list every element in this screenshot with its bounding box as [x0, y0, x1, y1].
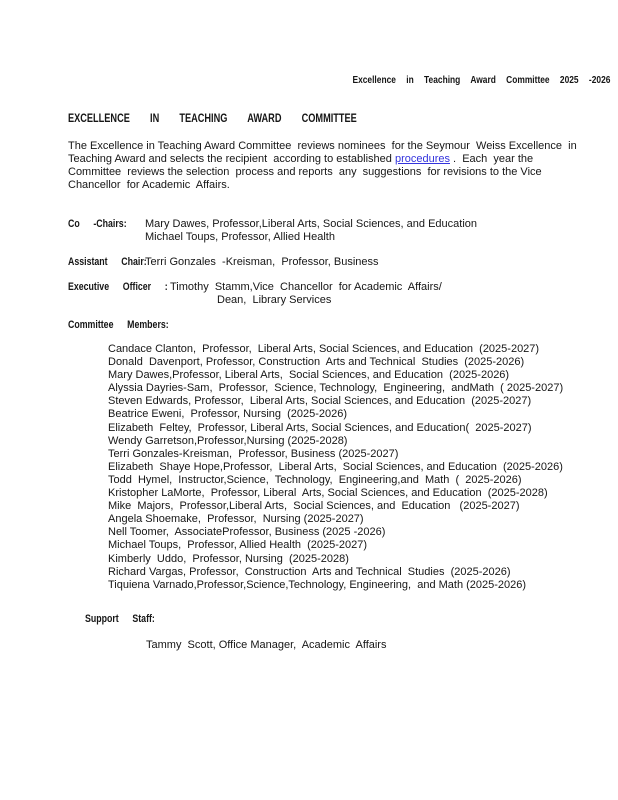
member-row: Todd Hymel, Instructor,Science, Technology, Engineering,and Math ( 2025-2026) — [108, 473, 522, 486]
assistant-chair-value: Terri Gonzales -Kreisman, Professor, Business — [145, 256, 379, 268]
member-row: Steven Edwards, Professor, Liberal Arts, Social Sciences, and Education (2025-2027) — [108, 395, 532, 408]
member-row: Kristopher LaMorte, Professor, Liberal Arts, Social Sciences, and Education (2025-2028) — [108, 487, 548, 500]
co-chairs-value — [145, 218, 477, 244]
executive-officer-label-cell — [68, 281, 170, 307]
executive-officer-line-1: Timothy Stamm,Vice Chancellor for Academic Affairs/ — [170, 281, 442, 293]
member-row: Alyssia Dayries-Sam, Professor, Science, Technology, Engineering, andMath ( 2025-2027) — [108, 382, 564, 395]
header-text: Excellence in Teaching Award Committee 2025 -2026 — [352, 74, 610, 86]
page-title — [68, 113, 610, 125]
member-row: Donald Davenport, Professor, Construction Arts and Technical Studies (2025-2026) — [108, 356, 525, 369]
intro-line-2-after: . Each year the — [450, 153, 534, 165]
support-staff-heading — [85, 613, 610, 626]
member-row: Mary Dawes,Professor, Liberal Arts, Social Sciences, and Education (2025-2026) — [108, 369, 510, 382]
committee-members-label: Committee Members: — [68, 319, 169, 331]
document-header-line — [68, 75, 610, 86]
support-staff-label: Support Staff: — [85, 612, 155, 625]
executive-officer-value — [170, 281, 442, 307]
assistant-chair-row — [68, 256, 610, 269]
co-chair-1: Mary Dawes, Professor,Liberal Arts, Social Sciences, and Education — [145, 218, 477, 230]
intro-paragraph — [68, 140, 610, 192]
member-row: Richard Vargas, Professor, Construction Arts and Technical Studies (2025-2026) — [108, 565, 511, 578]
executive-officer-row — [68, 281, 610, 307]
co-chairs-label-cell — [68, 218, 145, 244]
co-chairs-label: Co -Chairs: — [68, 218, 127, 230]
committee-members-list — [108, 343, 610, 592]
member-row: Beatrice Eweni, Professor, Nursing (2025-2026) — [108, 408, 348, 421]
executive-officer-line-2: Dean, Library Services — [217, 294, 332, 306]
member-row: Angela Shoemake, Professor, Nursing (2025-2027) — [108, 513, 364, 526]
executive-officer-label: Executive Officer : — [68, 281, 168, 293]
assistant-chair-label: Assistant Chair: — [68, 256, 147, 268]
member-row: Wendy Garretson,Professor,Nursing (2025-2028) — [108, 434, 348, 447]
intro-line-4: Chancellor for Academic Affairs. — [68, 179, 230, 191]
member-row: Michael Toups, Professor, Allied Health (2025-2027) — [108, 539, 368, 552]
co-chairs-row — [68, 218, 610, 244]
intro-line-2 — [68, 153, 610, 166]
intro-line-2-before: Teaching Award and selects the recipient according to established — [68, 153, 395, 165]
member-row: Mike Majors, Professor,Liberal Arts, Social Sciences, and Education (2025-2027) — [108, 500, 520, 513]
assistant-chair-label-cell — [68, 256, 145, 269]
procedures-link[interactable]: procedures — [394, 153, 450, 165]
support-staff-value: Tammy Scott, Office Manager, Academic Affairs — [146, 638, 387, 651]
member-row: Tiquiena Varnado,Professor,Science,Technology, Engineering, and Math (2025-2026) — [108, 578, 527, 591]
intro-line-3: Committee reviews the selection process and reports any suggestions for revisions to the Vice — [68, 166, 542, 178]
page-title-text: EXCELLENCE IN TEACHING AWARD COMMITTEE — [68, 113, 357, 125]
intro-line-1: The Excellence in Teaching Award Committee reviews nominees for the Seymour Weiss Excellence in — [68, 140, 577, 152]
member-row: Elizabeth Shaye Hope,Professor, Liberal Arts, Social Sciences, and Education (2025-2026) — [108, 460, 563, 473]
co-chair-2: Michael Toups, Professor, Allied Health — [145, 231, 335, 243]
member-row: Terri Gonzales-Kreisman, Professor, Business (2025-2027) — [108, 447, 399, 460]
member-row: Nell Toomer, AssociateProfessor, Business (2025 -2026) — [108, 526, 386, 539]
member-row: Kimberly Uddo, Professor, Nursing (2025-2028) — [108, 552, 349, 565]
member-row: Elizabeth Feltey, Professor, Liberal Arts, Social Sciences, and Education( 2025-2027) — [108, 421, 532, 434]
member-row: Candace Clanton, Professor, Liberal Arts, Social Sciences, and Education (2025-2027) — [108, 343, 540, 355]
committee-members-heading — [68, 319, 610, 332]
